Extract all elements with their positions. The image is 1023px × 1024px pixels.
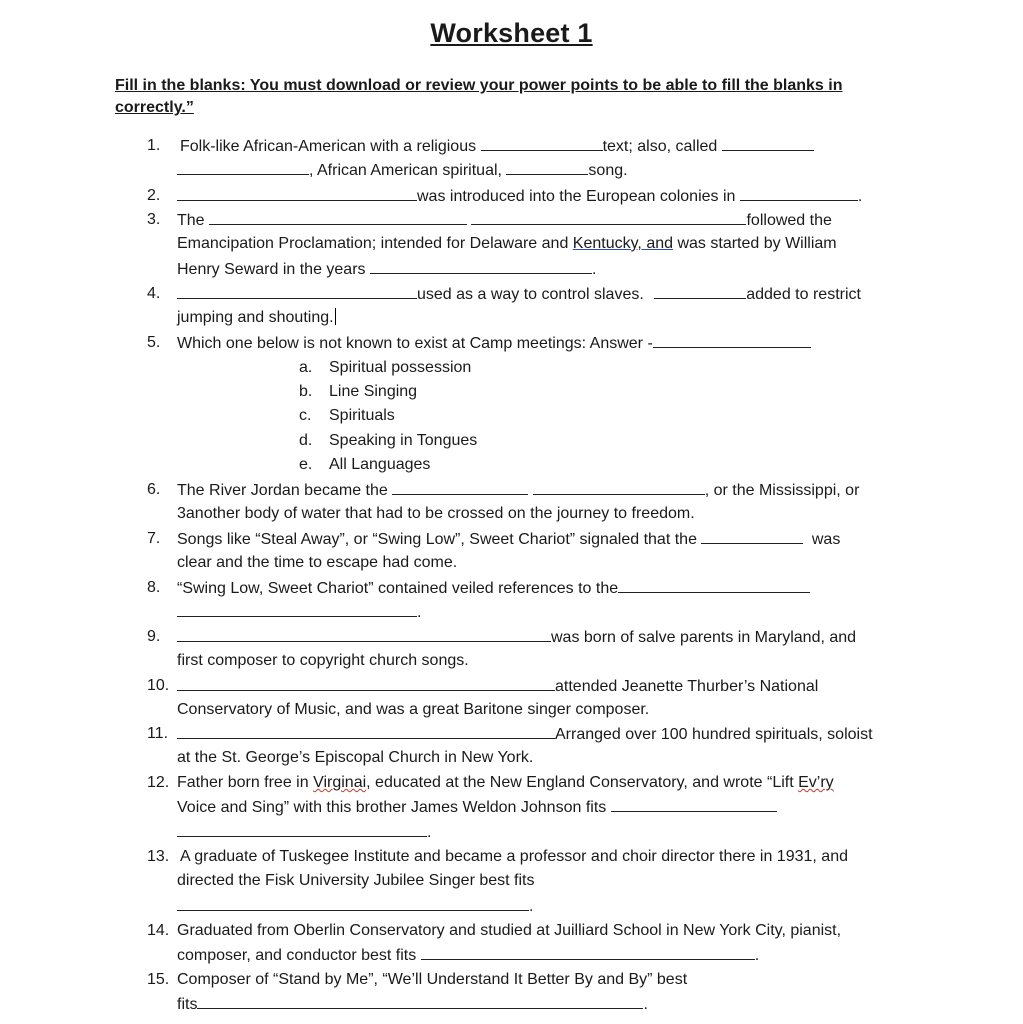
q11-blank-1[interactable]: [177, 724, 555, 739]
q15-line1: [177, 970, 687, 990]
option-letter: e.: [299, 456, 313, 473]
q13-line1: [180, 847, 848, 867]
q5-option-e[interactable]: [299, 455, 430, 475]
q1-number: 1.: [147, 137, 161, 154]
q6-line2: [177, 504, 695, 524]
q7-blank-1[interactable]: [701, 529, 803, 544]
q5-answer-blank[interactable]: [653, 333, 811, 348]
q7-number: 7.: [147, 530, 161, 547]
q11-text-a: Arranged over 100 hundred spirituals, soloist: [555, 726, 873, 743]
q4-number: 4.: [147, 285, 161, 302]
q2-line1: [177, 186, 862, 207]
q5-line1: [177, 333, 811, 354]
q2-text-b: .: [857, 188, 863, 205]
q12-text-c: , educated at the New England Conservatory, and wrote “Lift: [366, 774, 794, 791]
q9-blank-1[interactable]: [177, 627, 551, 642]
q11-number: 11.: [147, 725, 169, 742]
q10-text-a: attended Jeanette Thurber’s National: [555, 678, 819, 695]
option-letter: c.: [299, 407, 312, 424]
q1-text-b: text; also, called: [602, 138, 718, 155]
q5-text-a: Which one below is not known to exist at Camp meetings: Answer -: [177, 335, 653, 352]
q11-line2: [177, 748, 533, 768]
q13-line2: [177, 871, 534, 891]
q4-line2: [177, 308, 336, 328]
q13-text-c: .: [529, 898, 534, 915]
q2-blank-2[interactable]: [740, 186, 858, 201]
q8-line1: [177, 578, 810, 599]
q8-number: 8.: [147, 579, 161, 596]
q6-text-b: , or the Mississippi, or: [704, 482, 860, 499]
q14-line1: [177, 921, 841, 941]
q11-text-b: at the St. George’s Episcopal Church in New York.: [177, 749, 534, 766]
q12-blank-2[interactable]: [177, 822, 427, 837]
q5-number: 5.: [147, 334, 161, 351]
q3-text-c: Emancipation Proclamation; intended for Delaware and: [177, 235, 569, 252]
q15-text-c: .: [643, 996, 648, 1013]
q3-text-b: followed the: [746, 212, 832, 229]
q3-blank-2[interactable]: [471, 210, 746, 225]
q12-line3: [177, 822, 431, 843]
q13-blank-1[interactable]: [177, 896, 529, 911]
q14-text-b: composer, and conductor best fits: [177, 947, 417, 964]
q7-text-c: clear and the time to escape had come.: [177, 554, 458, 571]
q12-text-e: Voice and Sing” with this brother James Weldon Johnson fits: [177, 799, 607, 816]
q10-line1: [177, 676, 818, 697]
q15-blank-1[interactable]: [197, 994, 643, 1009]
q4-text-b: added to restrict: [746, 286, 861, 303]
q4-line1: [177, 284, 861, 305]
q4-text-a: used as a way to control slaves.: [417, 286, 644, 303]
q2-text-a: was introduced into the European colonies in: [417, 188, 736, 205]
q7-line1: [177, 529, 840, 550]
q13-number: 13.: [147, 848, 170, 865]
q1-line2: [177, 160, 628, 181]
q14-text-a: Graduated from Oberlin Conservatory and studied at Juilliard School in New York City, pianist,: [177, 922, 842, 939]
q3-number: 3.: [147, 211, 161, 228]
q12-line2: [177, 797, 777, 818]
q6-line1: [177, 480, 859, 501]
q12-text-a: Father born free in: [177, 774, 309, 791]
q3-line2: [177, 234, 837, 254]
q3-blank-1[interactable]: [209, 210, 467, 225]
q13-line3: [177, 896, 533, 917]
q1-text-d: song.: [588, 162, 628, 179]
q6-text-a: The River Jordan became the: [177, 482, 388, 499]
q12-blank-1[interactable]: [611, 797, 777, 812]
option-text: Speaking in Tongues: [329, 432, 478, 449]
q3-text-g: .: [591, 261, 597, 278]
q1-text-c: , African American spiritual,: [309, 162, 502, 179]
q3-kentucky-link[interactable]: Kentucky, and: [572, 235, 674, 252]
option-text: Spiritual possession: [329, 359, 472, 376]
q1-text-a: Folk-like African-American with a religious: [180, 138, 477, 155]
q13-text-b: directed the Fisk University Jubilee Singer best fits: [177, 872, 535, 889]
q14-number: 14.: [147, 922, 170, 939]
q12-misspelled-virginai: Virginai: [313, 774, 367, 791]
q9-line2: [177, 651, 469, 671]
q11-line1: [177, 724, 873, 745]
q8-line2: [177, 602, 421, 623]
q10-text-b: Conservatory of Music, and was a great Baritone singer composer.: [177, 701, 650, 718]
q3-blank-3[interactable]: [370, 259, 592, 274]
q14-line2: [177, 945, 759, 966]
q1-blank-1[interactable]: [481, 136, 603, 151]
q5-option-b[interactable]: [299, 382, 417, 402]
text-cursor: [335, 308, 336, 325]
q6-number: 6.: [147, 481, 161, 498]
q1-blank-4[interactable]: [506, 160, 588, 175]
q12-line1: [177, 773, 834, 793]
instructions: Fill in the blanks: You must download or review your power points to be able to fill the blanks in correctly.”: [115, 77, 843, 116]
q12-misspelled-evry: Ev’ry: [798, 774, 834, 791]
option-text: All Languages: [329, 456, 431, 473]
q1-blank-2[interactable]: [722, 136, 814, 151]
q2-blank-1[interactable]: [177, 186, 417, 201]
q5-option-c[interactable]: [299, 406, 395, 426]
q9-line1: [177, 627, 856, 648]
q14-text-c: .: [754, 947, 760, 964]
q4-blank-2[interactable]: [654, 284, 746, 299]
q5-option-d[interactable]: [299, 431, 477, 451]
q10-blank-1[interactable]: [177, 676, 555, 691]
q8-blank-1[interactable]: [618, 578, 810, 593]
q8-text-a: “Swing Low, Sweet Chariot” contained veiled references to the: [177, 580, 619, 597]
q6-blank-2[interactable]: [533, 480, 705, 495]
q3-text-a: The: [177, 212, 205, 229]
q7-text-a: Songs like “Steal Away”, or “Swing Low”, Sweet Chariot” signaled that the: [177, 531, 697, 548]
q8-blank-2[interactable]: [177, 602, 417, 617]
q9-text-a: was born of salve parents in Maryland, and: [551, 629, 857, 646]
q2-number: 2.: [147, 187, 161, 204]
q12-text-f: .: [427, 824, 432, 841]
q3-line1: [177, 210, 832, 231]
option-text: Line Singing: [329, 383, 418, 400]
q15-line2: [177, 994, 648, 1015]
q13-text-a: A graduate of Tuskegee Institute and became a professor and choir director there in 1931, and: [180, 848, 848, 865]
q15-text-a: Composer of “Stand by Me”, “We’ll Understand It Better By and By” best: [177, 971, 688, 988]
q6-text-c: 3another body of water that had to be crossed on the journey to freedom.: [177, 505, 695, 522]
q4-blank-1[interactable]: [177, 284, 417, 299]
option-text: Spirituals: [329, 407, 395, 424]
option-letter: d.: [299, 432, 313, 449]
q3-text-e: was started by William: [677, 235, 837, 252]
q1-line1: [180, 136, 814, 157]
q1-blank-3[interactable]: [177, 160, 309, 175]
q9-text-b: first composer to copyright church songs.: [177, 652, 469, 669]
q10-number: 10.: [147, 677, 170, 694]
q10-line2: [177, 700, 649, 720]
q8-text-b: .: [417, 604, 422, 621]
q3-text-f: Henry Seward in the years: [177, 261, 366, 278]
q4-text-c: jumping and shouting.: [177, 309, 334, 326]
q15-number: 15.: [147, 971, 170, 988]
q7-line2: [177, 553, 457, 573]
q12-number: 12.: [147, 774, 170, 791]
option-letter: a.: [299, 359, 313, 376]
q7-text-b: was: [811, 531, 841, 548]
q3-line3: [177, 259, 596, 280]
page-title: Worksheet 1: [430, 18, 593, 48]
q15-text-b: fits: [177, 996, 198, 1013]
q6-blank-1[interactable]: [392, 480, 528, 495]
q5-option-a[interactable]: [299, 358, 471, 378]
q9-number: 9.: [147, 628, 161, 645]
q14-blank-1[interactable]: [421, 945, 755, 960]
option-letter: b.: [299, 383, 313, 400]
